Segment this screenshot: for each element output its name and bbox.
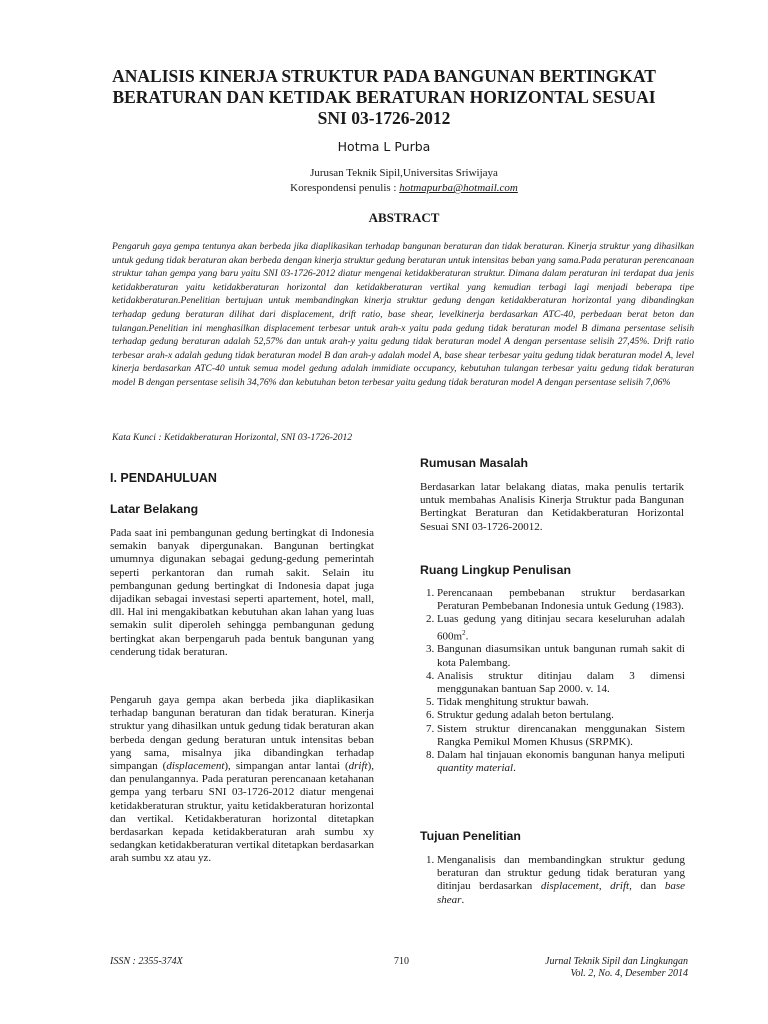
keywords: Kata Kunci : Ketidakberaturan Horizontal, SNI 03-1726-2012 xyxy=(112,432,353,443)
subsection-heading: Latar Belakang xyxy=(110,502,199,516)
author-name: Hotma L Purba xyxy=(337,139,431,154)
abstract-text: Pengaruh gaya gempa tentunya akan berbeda jika diaplikasikan terhadap bangunan beraturan dan tidak beraturan. Kinerja struktur yang dihasilkan untuk gedung tidak beraturan akan berbeda dengan kinerja struktur gedung beraturan untuk intensitas beban yang sama.Pada peraturan perencanaan struktur tahan gempa yang baru yaitu SNI 03-1726-2012 diatur mengenai ketidakberaturan struktur. Dimana dalam peraturan ini terdapat dua jenis ketidakberaturan yaitu ketidakberaturan horizontal dan ketidakberaturan vertikal yang kemudian terbagi lagi menjadi beberapa tipe ketidakberaturan.Penelitian bertujuan untuk membandingkan kinerja struktur gedung dengan ketidakberaturan horizontal yang dibandingkan terhadap gedung beraturan dilihat dari displacement, drift ratio, base shear, levelkinerja berdasarkan ATC-40, perbedaan berat beton dan tulangan.Penelitian ini menghasilkan displacement terbesar untuk arah-x yaitu pada gedung tidak beraturan model B dimana persentase selisih terhadap gedung beraturan adalah 52,57% dan untuk arah-y yaitu gedung tidak beraturan model A dengan persentase selisih 27,45%. Drift ratio terbesar arah-x adalah gedung tidak beraturan model B dan arah-y adalah model A, base shear terbesar yaitu gedung tidak beraturan model A, level kinerja berdasarkan ATC-40 untuk semua model gedung adalah immidiate occupancy, kebutuhan tulangan terbesar yaitu gedung tidak beraturan model B dengan persentase selisih 34,76% dan kebutuhan beton terbesar yaitu gedung tidak beraturan model A dengan persentase selisih 7,06% xyxy=(112,241,694,388)
list-item xyxy=(437,749,685,775)
text: Tidak menghitung struktur bawah. xyxy=(437,696,589,709)
list-item xyxy=(437,587,685,613)
text: Analisis struktur ditinjau dalam 3 dimensi menggunakan bantuan Sap 2000. v. 14. xyxy=(437,669,685,696)
text-italic: displacement, drift, xyxy=(540,880,632,893)
section-heading: I. PENDAHULUAN xyxy=(110,471,217,485)
text: Luas gedung yang ditinjau secara keseluruhan adalah 600m xyxy=(437,613,685,643)
affiliation-block xyxy=(0,166,768,196)
subsection-heading: Rumusan Masalah xyxy=(420,456,528,470)
list-item xyxy=(437,696,685,709)
footer-journal xyxy=(545,956,688,980)
list-item xyxy=(437,709,685,722)
correspondence-label: Korespondensi penulis : xyxy=(290,182,400,194)
superscript: 2 xyxy=(462,628,466,637)
subsection-heading: Tujuan Penelitian xyxy=(420,829,521,843)
abstract-heading: ABSTRACT xyxy=(368,210,440,225)
subsection-heading: Ruang Lingkup Penulisan xyxy=(420,563,571,577)
paragraph: Berdasarkan latar belakang diatas, maka penulis tertarik untuk membahas Analisis Kinerja Struktur pada Bangunan Bertingkat Beraturan dan Ketidakberaturan Horizontal Sesuai SNI 03-1726-20012. xyxy=(420,481,684,533)
footer-issn: ISSN : 2355-374X xyxy=(110,956,183,967)
text: . xyxy=(465,630,469,643)
text: dan xyxy=(631,880,665,893)
journal-name: Jurnal Teknik Sipil dan Lingkungan xyxy=(545,956,688,967)
title-line: BERATURAN DAN KETIDAK BERATURAN HORIZONTAL SESUAI xyxy=(112,87,656,107)
correspondence-email[interactable]: hotmapurba@hotmail.com xyxy=(399,182,518,194)
correspondence-line xyxy=(0,181,768,196)
text-italic: quantity material xyxy=(437,762,514,775)
text-italic: displacement xyxy=(166,760,225,773)
text: Dalam hal tinjauan ekonomis bangunan hanya meliputi xyxy=(437,749,685,762)
list-item xyxy=(437,723,685,749)
scope-list xyxy=(420,587,685,776)
list-item xyxy=(437,613,685,643)
text: Menganalisis dan membandingkan struktur gedung beraturan dan struktur gedung tidak beraturan yang ditinjau berdasarkan xyxy=(437,854,685,893)
text: Bangunan diasumsikan untuk bangunan rumah sakit di kota Palembang. xyxy=(437,643,685,669)
text: Sistem struktur direncanakan menggunakan Sistem Rangka Pemikul Momen Khusus (SRPMK). xyxy=(437,722,685,748)
journal-volume: Vol. 2, No. 4, Desember 2014 xyxy=(570,968,688,979)
list-item xyxy=(437,643,685,669)
list-item xyxy=(437,854,685,907)
paper-title xyxy=(90,66,678,129)
text: Pengaruh gaya gempa akan berbeda jika diaplikasikan terhadap bangunan beraturan dan tidak beraturan. Kinerja struktur yang dihasilkan untuk gedung tidak beraturan akan berbeda dengan gedung beraturan untuk intensitas beban yang sama, misalnya jika dibandingkan terhadap simpangan ( xyxy=(110,694,374,773)
text-italic: base shear xyxy=(437,880,685,906)
title-line: SNI 03-1726-2012 xyxy=(317,108,451,128)
page-number: 710 xyxy=(394,956,409,967)
text: . xyxy=(513,762,516,775)
text: ), simpangan antar lantai ( xyxy=(224,760,349,773)
text: . xyxy=(461,893,465,906)
text: Perencanaan pembebanan struktur berdasarkan Peraturan Pembebanan Indonesia untuk Gedung (1983). xyxy=(437,587,685,613)
text: ), dan penulangannya. Pada peraturan perencanaan ketahanan gempa yang terbaru SNI 03-1726-2012 diatur mengenai ketidakberaturan struktur, yaitu ketidakberaturan horizontal dan vertikal. Ketidakberaturan horizontal ditetapkan berdasarkan kepada ketidakberaturan arah sumbu xy sedangkan ketidakberaturan vertikal ditetapkan berdasarkan arah sumbu xz atau yz. xyxy=(110,760,374,865)
text-italic: drift xyxy=(348,760,368,773)
title-line: ANALISIS KINERJA STRUKTUR PADA BANGUNAN BERTINGKAT xyxy=(112,66,656,86)
paragraph xyxy=(110,694,374,866)
paragraph: Pada saat ini pembangunan gedung bertingkat di Indonesia semakin banyak dipergunakan. Bangunan bertingkat umumnya digunakan sebagai gedung-gedung pemerintah seperti perkantoran dan rumah sakit. Selain itu pembangunan gedung bertingkat di Indonesia dapat juga dijadikan sebagai investasi seperti apartement, hotel, mall, dll. Hal ini mengakibatkan kebutuhan akan lahan yang luas semakin sulit diperoleh sehingga pembangunan gedung bertingkat akan berpengaruh pada bentuk bangunan yang cenderung tidak beraturan. xyxy=(110,527,374,658)
list-item xyxy=(437,670,685,696)
objective-list xyxy=(420,854,685,907)
text: Struktur gedung adalah beton bertulang. xyxy=(437,709,614,722)
affiliation: Jurusan Teknik Sipil,Universitas Sriwijaya xyxy=(310,167,498,179)
